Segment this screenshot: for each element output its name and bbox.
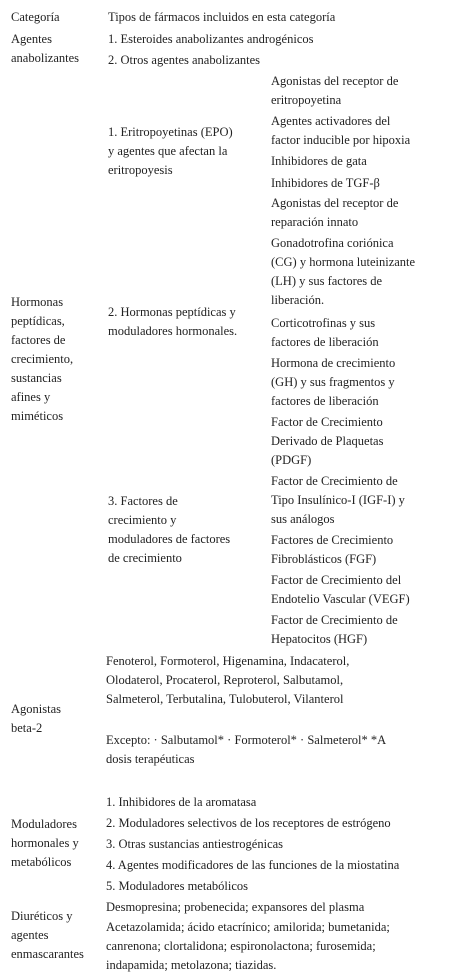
peptidicas-item: Corticotrofinas y sus factores de liberación — [271, 316, 379, 349]
factores-item: Factores de Crecimiento Fibroblásticos (FGF) — [271, 533, 394, 566]
factores-item: Factor de Crecimiento de Hepatocitos (HGF) — [271, 613, 398, 646]
epo-item: Agonistas del receptor de eritropoyetina — [271, 74, 399, 107]
beta2-list: Fenoterol, Formoterol, Higenamina, Indacaterol, Olodaterol, Procaterol, Reproterol, Salbutamol, Salmeterol, Terbutalina, Tulobuterol, Vilanterol — [106, 654, 350, 706]
moduladores-item: 3. Otras sustancias antiestrogénicas — [106, 837, 284, 851]
factores-item: Factor de Crecimiento del Endotelio Vascular (VEGF) — [271, 573, 410, 606]
epo-item: Inhibidores de TGF-β — [271, 176, 380, 190]
moduladores-item: 5. Moduladores metabólicos — [106, 879, 248, 893]
header-category: Categoría — [11, 10, 60, 24]
category-beta2: Agonistas beta-2 — [11, 702, 61, 735]
peptidicas-item: Gonadotrofina coriónica (CG) y hormona luteinizante (LH) y sus factores de liberación. — [271, 236, 416, 307]
subcategory-epo: 1. Eritropoyetinas (EPO) y agentes que afectan la eritropoyesis — [108, 125, 233, 177]
category-hormonas: Hormonas peptídicas, factores de crecimiento, sustancias afines y miméticos — [11, 295, 74, 423]
moduladores-item: 2. Moduladores selectivos de los receptores de estrógeno — [106, 816, 391, 830]
moduladores-item: 1. Inhibidores de la aromatasa — [106, 795, 257, 809]
moduladores-item: 4. Agentes modificadores de las funciones de la miostatina — [106, 858, 400, 872]
peptidicas-item: Hormona de crecimiento (GH) y sus fragmentos y factores de liberación — [271, 356, 396, 408]
epo-item: Inhibidores de gata — [271, 154, 367, 168]
anabolicos-item-1: 1. Esteroides anabolizantes androgénicos — [108, 32, 314, 46]
subcategory-peptidicas: 2. Hormonas peptídicas y moduladores hormonales. — [108, 305, 238, 338]
diureticos-row-2: Acetazolamida; ácido etacrínico; amilorida; bumetanida; canrenona; clortalidona; espironolactona; furosemida; indapamida; metolazona; tiazidas. — [106, 920, 390, 972]
header-drug-types: Tipos de fármacos incluidos en esta categoría — [108, 10, 336, 24]
diureticos-row-1: Desmopresina; probenecida; expansores del plasma — [106, 900, 365, 914]
anabolicos-item-2: 2. Otros agentes anabolizantes — [108, 53, 261, 67]
beta2-exceptions: Excepto: · Salbutamol* · Formoterol* · Salmeterol* *A dosis terapéuticas — [106, 733, 387, 766]
factores-item: Factor de Crecimiento de Tipo Insulínico-I (IGF-I) y sus análogos — [271, 474, 405, 526]
category-diureticos: Diuréticos y agentes enmascarantes — [11, 909, 84, 961]
factores-item: Factor de Crecimiento Derivado de Plaquetas (PDGF) — [271, 415, 384, 467]
epo-item: Agonistas del receptor de reparación innato — [271, 196, 399, 229]
category-anabolicos: Agentes anabolizantes — [11, 32, 80, 65]
subcategory-factores: 3. Factores de crecimiento y moduladores de factores de crecimiento — [108, 494, 231, 565]
category-moduladores: Moduladores hormonales y metabólicos — [11, 817, 79, 869]
epo-item: Agentes activadores del factor inducible por hipoxia — [271, 114, 411, 147]
